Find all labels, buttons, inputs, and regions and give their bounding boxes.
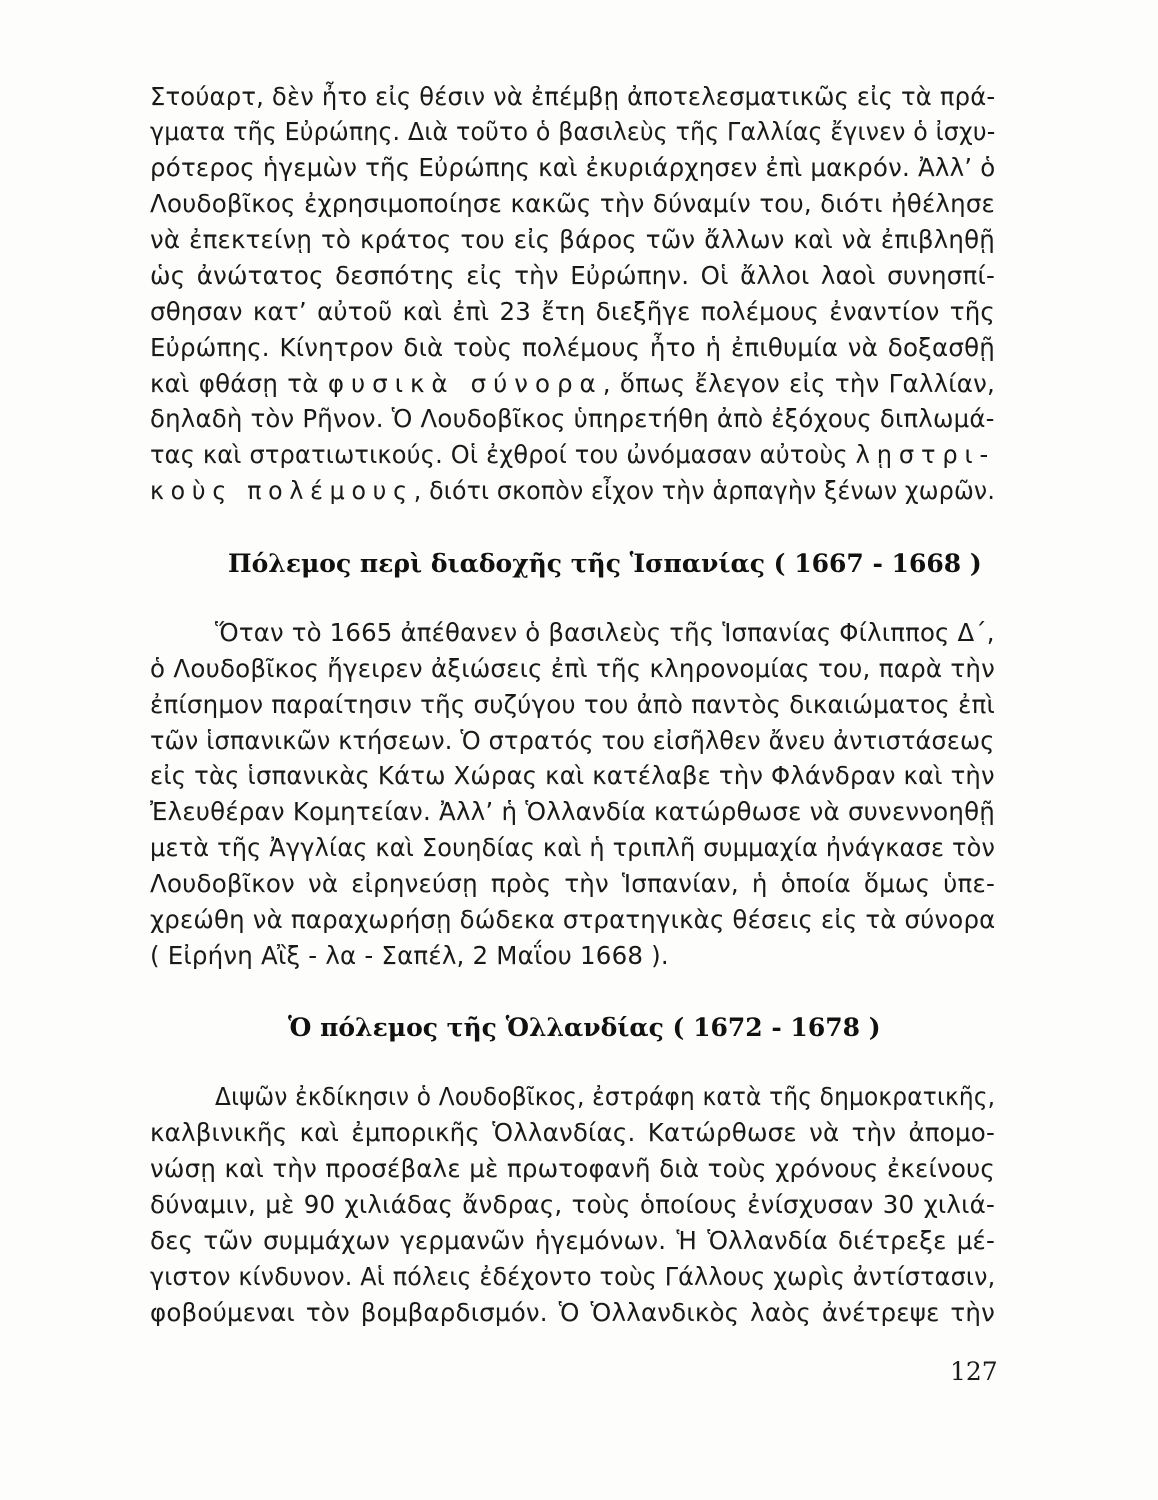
text-line: καλβινικῆς καὶ ἐμπορικῆς Ὁλλανδίας. Κατώρθωσε νὰ τὴν ἀπομο-	[150, 1118, 995, 1147]
section-heading-dutch-war: Ὁ πόλεμος τῆς Ὁλλανδίας ( 1672 - 1678 )	[288, 1013, 881, 1042]
text-line: δες τῶν συμμάχων γερμανῶν ἡγεμόνων. Ἡ Ὁλλανδία διέτρεξε μέ-	[150, 1226, 995, 1255]
text-segment: τας καὶ στρατιωτικούς. Οἱ ἐχθροί του ὠνόμασαν αὐτοὺς	[150, 440, 856, 469]
text-line: φοβούμεναι τὸν βομβαρδισμόν. Ὁ Ὁλλανδικὸς λαὸς ἀνέτρεψε τὴν	[150, 1298, 995, 1327]
text-line	[150, 474, 996, 508]
text-line: χρεώθη νὰ παραχωρήσῃ δώδεκα στρατηγικὰς θέσεις εἰς τὰ σύνορα	[150, 905, 996, 934]
text-line: εἰς τὰς ἱσπανικὰς Κάτω Χώρας καὶ κατέλαβε τὴν Φλάνδραν καὶ τὴν	[150, 761, 995, 790]
text-line: νώσῃ καὶ τὴν προσέβαλε μὲ πρωτοφανῆ διὰ τοὺς χρόνους ἐκείνους	[150, 1154, 995, 1183]
page-number: 127	[950, 1357, 998, 1386]
text-line: Ἐλευθέραν Κομητείαν. Ἀλλ’ ἡ Ὁλλανδία κατώρθωσε νὰ συνεννοηθῇ	[150, 797, 995, 826]
text-line: Διψῶν ἐκδίκησιν ὁ Λουδοβῖκος, ἐστράφη κατὰ τῆς δημοκρατικῆς,	[215, 1082, 996, 1111]
text-segment: καὶ φθάσῃ τὰ	[150, 369, 328, 398]
text-line: Εὐρώπης. Κίνητρον διὰ τοὺς πολέμους ἦτο ἡ ἐπιθυμία νὰ δοξασθῇ	[150, 333, 995, 362]
text-line: ὁ Λουδοβῖκος ἤγειρεν ἀξιώσεις ἐπὶ τῆς κληρονομίας του, παρὰ τὴν	[150, 654, 995, 683]
text-segment: , διότι σκοπὸν εἶχον τὴν ἁρπαγὴν ξένων χωρῶν.	[413, 476, 996, 505]
text-line: τῶν ἱσπανικῶν κτήσεων. Ὁ στρατός του εἰσῆλθεν ἄνευ ἀντιστάσεως	[150, 726, 995, 755]
text-segment: , ὅπως ἔλεγον εἰς τὴν Γαλλίαν,	[602, 369, 995, 398]
text-line: γιστον κίνδυνον. Αἱ πόλεις ἐδέχοντο τοὺς Γάλλους χωρὶς ἀντίστασιν,	[150, 1262, 996, 1291]
text-line: Στούαρτ, δὲν ἦτο εἰς θέσιν νὰ ἐπέμβῃ ἀποτελεσματικῶς εἰς τὰ πρά-	[150, 82, 996, 111]
text-line	[150, 438, 996, 472]
text-line: σθησαν κατ’ αὐτοῦ καὶ ἐπὶ 23 ἔτη διεξῆγε πολέμους ἐναντίον τῆς	[150, 297, 995, 326]
text-line: Ὅταν τὸ 1665 ἀπέθανεν ὁ βασιλεὺς τῆς Ἱσπανίας Φίλιππος Δ΄,	[215, 618, 995, 647]
text-line: ὡς ἀνώτατος δεσπότης εἰς τὴν Εὐρώπην. Οἱ ἄλλοι λαοὶ συνησπί-	[150, 261, 995, 290]
text-line	[150, 367, 995, 401]
text-line: δύναμιν, μὲ 90 χιλιάδας ἄνδρας, τοὺς ὁποίους ἐνίσχυσαν 30 χιλιά-	[150, 1190, 995, 1219]
text-line: Λουδοβῖκον νὰ εἰρηνεύσῃ πρὸς τὴν Ἱσπανίαν, ἡ ὁποία ὅμως ὑπε-	[150, 869, 995, 898]
text-line: Λουδοβῖκος ἐχρησιμοποίησε κακῶς τὴν δύναμίν του, διότι ἠθέλησε	[150, 189, 995, 218]
spaced-emphasis: κοὺς πολέμους	[150, 476, 414, 505]
section-heading-spanish-succession: Πόλεμος περὶ διαδοχῆς τῆς Ἱσπανίας ( 1667 - 1668 )	[228, 549, 982, 578]
text-line: ρότερος ἡγεμὼν τῆς Εὐρώπης καὶ ἐκυριάρχησεν ἐπὶ μακρόν. Ἀλλ’ ὁ	[150, 153, 996, 182]
text-line: νὰ ἐπεκτείνῃ τὸ κράτος του εἰς βάρος τῶν ἄλλων καὶ νὰ ἐπιβληθῇ	[150, 225, 995, 254]
text-line: μετὰ τῆς Ἀγγλίας καὶ Σουηδίας καὶ ἡ τριπλῆ συμμαχία ἠνάγκασε τὸν	[150, 833, 996, 862]
spaced-emphasis: λῃστρι-	[855, 440, 996, 469]
text-line: ἐπίσημον παραίτησιν τῆς συζύγου του ἀπὸ παντὸς δικαιώματος ἐπὶ	[150, 690, 995, 719]
text-line: γματα τῆς Εὐρώπης. Διὰ τοῦτο ὁ βασιλεὺς τῆς Γαλλίας ἔγινεν ὁ ἰσχυ-	[150, 117, 996, 146]
spaced-emphasis: φυσικὰ σύνορα	[327, 369, 603, 398]
text-line: ( Εἰρήνη Αἲξ - λα - Σαπέλ, 2 Μαΐου 1668 ).	[150, 941, 669, 970]
text-line: δηλαδὴ τὸν Ρῆνον. Ὁ Λουδοβῖκος ὑπηρετήθη ἀπὸ ἐξόχους διπλωμά-	[150, 404, 995, 433]
